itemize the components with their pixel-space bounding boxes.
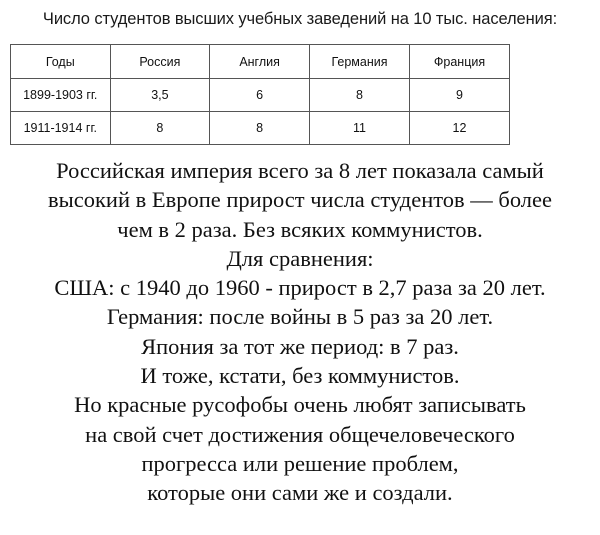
table-cell: 3,5 xyxy=(110,79,210,112)
table-cell: 8 xyxy=(309,79,409,112)
text-line: Российская империя всего за 8 лет показала самый xyxy=(56,158,544,183)
header-cell-germany: Германия xyxy=(309,45,409,79)
table-cell: 12 xyxy=(410,112,510,145)
table-cell: 1911-1914 гг. xyxy=(11,112,111,145)
table-cell: 8 xyxy=(110,112,210,145)
header-cell-years: Годы xyxy=(11,45,111,79)
table-row xyxy=(11,112,510,145)
text-line: Но красные русофобы очень любят записывать xyxy=(74,392,526,418)
text-line: которые они сами же и создали. xyxy=(147,480,453,506)
text-line: И тоже, кстати, без коммунистов. xyxy=(140,363,460,389)
header-cell-france: Франция xyxy=(410,45,510,79)
table-row xyxy=(11,79,510,112)
text-line: на свой счет достижения общечеловеческого xyxy=(85,421,515,447)
table-cell: 1899-1903 гг. xyxy=(11,79,111,112)
table-cell: 11 xyxy=(309,112,409,145)
text-line: Япония за тот же период: в 7 раз. xyxy=(141,333,459,359)
text-line: чем в 2 раза. Без всяких коммунистов. xyxy=(117,216,483,242)
text-line: высокий в Европе прирост числа студентов — более xyxy=(48,187,552,213)
text-line: США: с 1940 до 1960 - прирост в 2,7 раза за 20 лет. xyxy=(54,275,546,301)
students-table xyxy=(10,44,510,145)
header-cell-russia: Россия xyxy=(110,45,210,79)
table-cell: 9 xyxy=(410,79,510,112)
header-cell-england: Англия xyxy=(210,45,310,79)
table-cell: 6 xyxy=(210,79,310,112)
text-line: Германия: после войны в 5 раз за 20 лет. xyxy=(106,304,494,330)
table-header-row xyxy=(11,45,510,79)
commentary-text xyxy=(0,156,600,508)
table-title: Число студентов высших учебных заведений на 10 тыс. населения: xyxy=(42,10,558,28)
text-line: Для сравнения: xyxy=(226,245,374,271)
text-line: прогресса или решение проблем, xyxy=(141,450,459,476)
table-cell: 8 xyxy=(210,112,310,145)
